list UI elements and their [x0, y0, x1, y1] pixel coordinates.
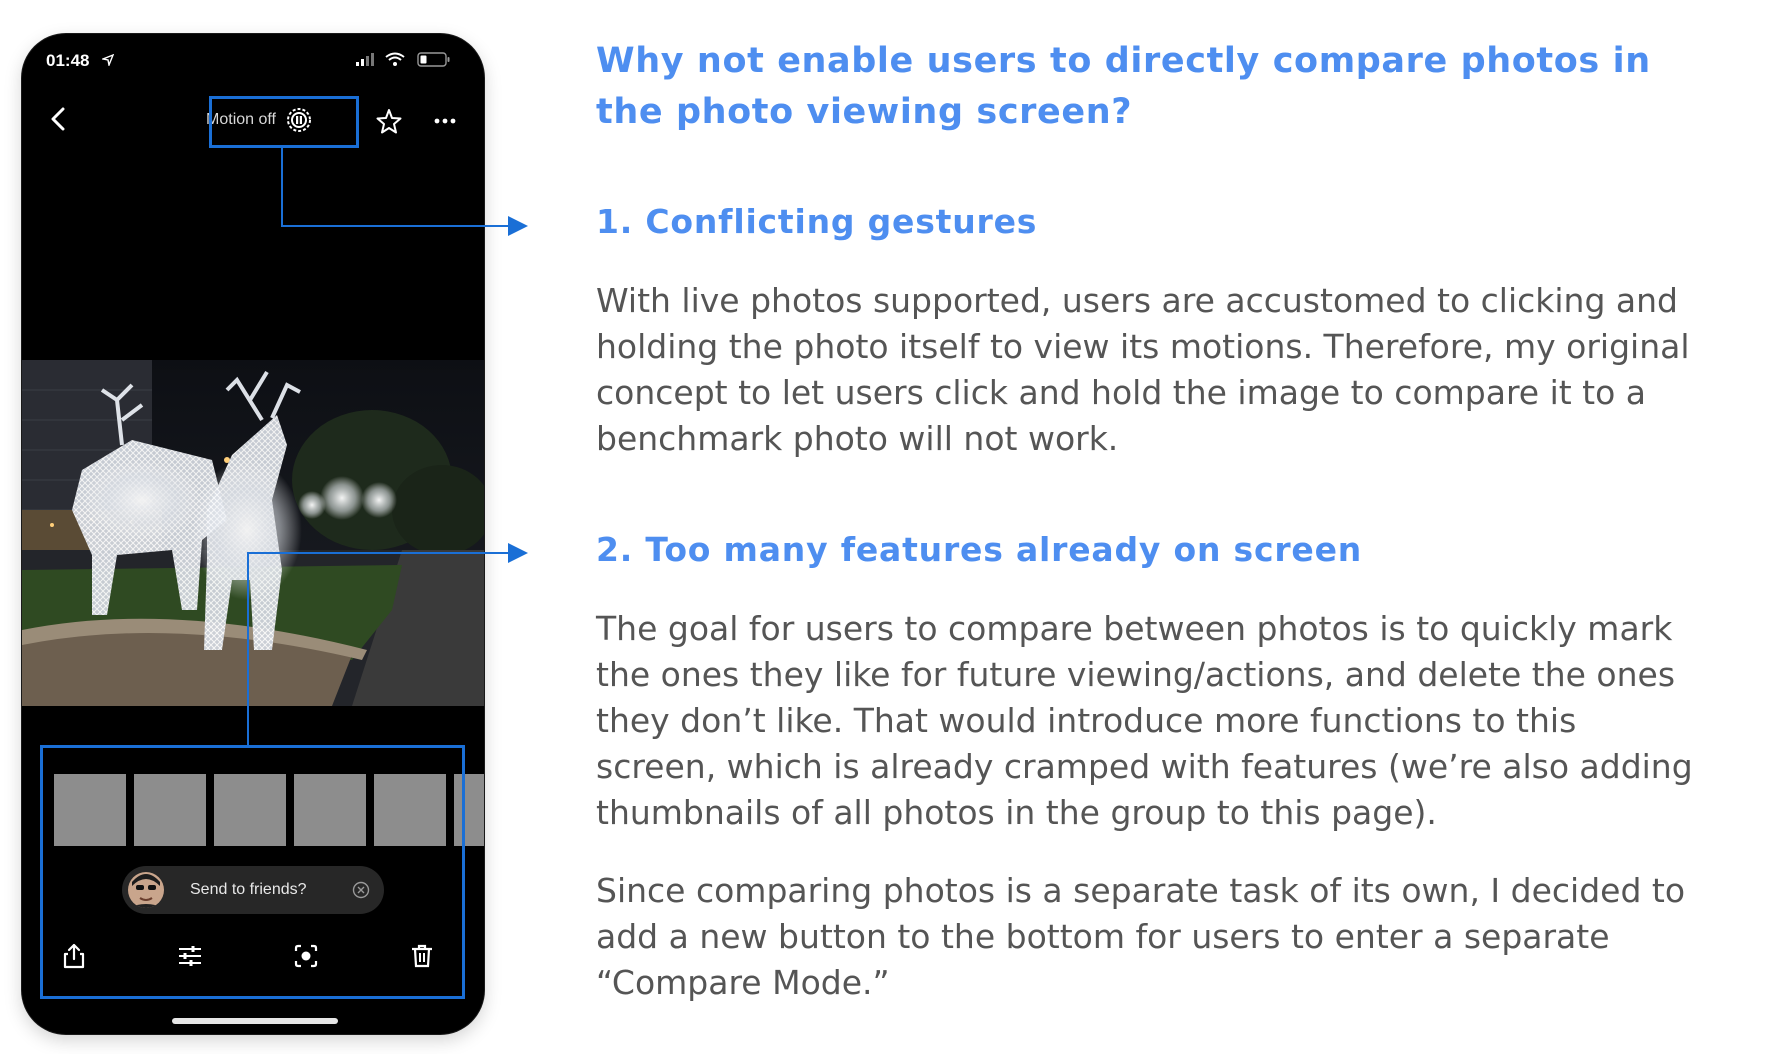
status-time: 01:48 [46, 51, 90, 70]
home-indicator [172, 1018, 338, 1024]
page-title: Why not enable users to directly compare photos in the photo viewing screen? [596, 41, 1651, 132]
section-body-1: With live photos supported, users are accustomed to clicking and holding the photo itself to view its motions. Therefore, my original concept to let users click and hold the image to compare it to a benchmark photo will not work. [596, 281, 1690, 458]
battery-icon [418, 53, 450, 66]
section-body-2b: Since comparing photos is a separate task of its own, I decided to add a new button to the bottom for users to enter a separate “Compare Mode.” [596, 871, 1686, 1002]
motion-label: Motion off [206, 111, 276, 128]
features-highlight-box [40, 745, 465, 999]
more-icon[interactable] [432, 112, 458, 130]
signal-icon [356, 53, 374, 66]
send-to-friends-label: Send to friends? [190, 881, 307, 898]
photo-image[interactable] [22, 360, 484, 706]
location-arrow-icon [102, 54, 114, 66]
section-heading-2: 2. Too many features already on screen [596, 530, 1363, 569]
section-heading-1: 1. Conflicting gestures [596, 202, 1038, 241]
star-icon[interactable] [376, 108, 402, 134]
section-body-2a: The goal for users to compare between photos is to quickly mark the ones they like for future viewing/actions, and delete the ones they don’t like. That would introduce more functions to this screen, which is already cramped with features (we’re also adding thumbnails of all photos in the group to this page). [596, 609, 1693, 832]
status-indicators [356, 52, 466, 66]
back-chevron-icon[interactable] [44, 104, 74, 134]
wifi-icon [386, 54, 404, 67]
motion-highlight-box [209, 96, 359, 148]
